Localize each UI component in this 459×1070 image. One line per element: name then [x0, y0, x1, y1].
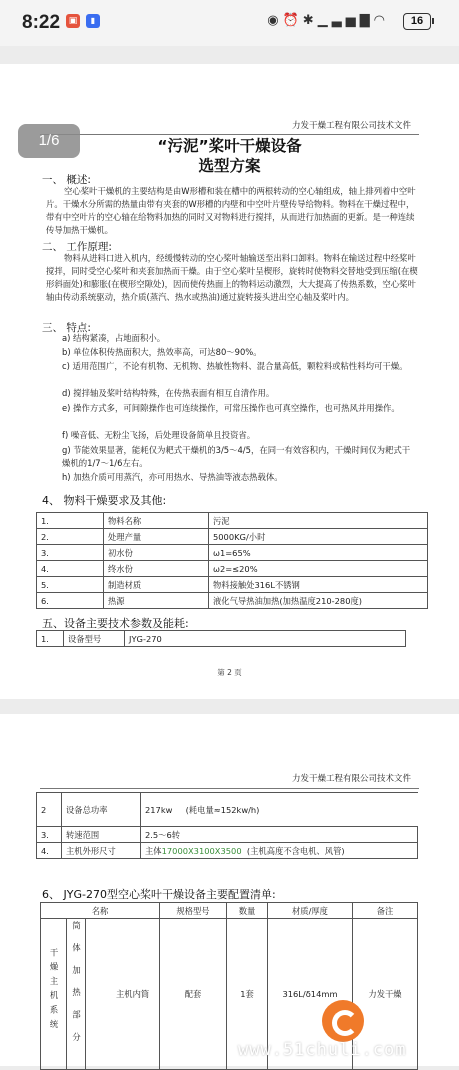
table-row: 名称 规格型号 数量 材质/厚度 备注	[41, 903, 418, 919]
feature-item: b) 单位体积传热面积大，热效率高，可达80～90%。	[62, 347, 262, 357]
table-row: 5. 制造材质 物料接触处316L不锈钢	[37, 577, 428, 593]
app-notification-icon: ▣	[66, 14, 80, 28]
feature-item: d) 搅拌轴及桨叶结构特殊，在传热表面有相互自清作用。	[62, 388, 275, 398]
status-bar	[0, 0, 459, 46]
overview-paragraph: 空心桨叶干燥机的主要结构是由W形槽和装在槽中的两根转动的空心轴组成，轴上排列着中空叶片。干燥水分所需的热量由带有夹套的W形槽的内壁和中空叶片壁传导给物料。物料在干燥过程中，带有中空叶片的空心轴在给物料加热的同时又对物料进行搅拌，从而进行加热面的更新。是一种连续传导加热干燥机。	[46, 186, 416, 235]
alarm-icon: ⏰	[282, 13, 303, 28]
params-table	[36, 630, 406, 647]
table-row: 1. 设备型号 JYG-270	[37, 631, 406, 647]
header-company: 力发干燥工程有限公司技术文件	[291, 774, 411, 784]
feature-item: e) 操作方式多，可间隙操作也可连续操作，可常压操作也可真空操作，也可热风并用操作。	[62, 403, 400, 413]
eye-icon: ◉	[267, 13, 283, 28]
section-principle: 二、 工作原理:	[42, 241, 112, 253]
table-row: 2. 处理产量 5000KG/小时	[37, 529, 428, 545]
voice-notification-icon: ▮	[86, 14, 100, 28]
doc-subtitle: 选型方案	[198, 157, 261, 175]
feature-item: c) 适用范围广，不论有机物、无机物、热敏性物料、混合量高低，颗粒料或粘性料均可干燥。	[62, 361, 408, 371]
feature-item: f) 噪音低、无粉尘飞扬，后处理设备简单且投资省。	[62, 430, 256, 440]
table-row: 3. 转速范围 2.5～6转	[37, 827, 418, 843]
header-rule	[40, 788, 419, 789]
battery-indicator: 16	[403, 13, 431, 30]
table-row: 3. 初水份 ω1=65%	[37, 545, 428, 561]
table-row: 2 设备总功率 217kw (耗电量≈152kw/h)	[37, 793, 418, 827]
principle-paragraph: 物料从进料口进入机内，经缓慢转动的空心桨叶轴输送至出料口卸料。物料在输送过程中经桨叶搅拌，同时受空心桨叶和夹套加热而干燥。由于空心桨叶呈楔形，旋转时使物料交替地受到压缩(在楔形斜面处)和膨胀(在楔形空隙处)，因而使传热面上的物料运动激烈，大大提高了传热系数，空心桨叶轴由传动系统驱动，热介质(蒸汽、热水或热油)通过旋转接头进出空心轴及桨叶内。	[46, 253, 418, 302]
signal-icon: ▁▃▅▇	[317, 13, 374, 28]
wifi-icon: ◠	[373, 13, 389, 28]
section-overview: 一、 概述:	[42, 174, 91, 186]
params-table-cont	[36, 792, 418, 859]
document-page-1	[0, 64, 459, 699]
doc-title: “污泥”桨叶干燥设备	[157, 137, 302, 155]
table-row: 4. 主机外形尺寸 主体17000X3100X3500 (主机高度不含电机、风管)	[37, 843, 418, 859]
material-table	[36, 512, 428, 609]
system-icons	[267, 13, 389, 28]
table-row: 6. 热源 液化气导热油加热(加热温度210-280度)	[37, 593, 428, 609]
group-label: 干燥主机系统	[49, 948, 59, 1034]
status-time: 8:22	[22, 12, 61, 33]
document-page-2	[0, 714, 459, 1066]
page-footer: 第 2 页	[217, 668, 242, 677]
watermark-text: www.51chuli.com	[238, 1040, 407, 1060]
page-indicator: 1/6	[18, 124, 80, 158]
section-tech-params: 五、设备主要技术参数及能耗:	[42, 617, 189, 630]
table-row: 1. 物料名称 污泥	[37, 513, 428, 529]
section-features: 三、 特点:	[42, 322, 91, 334]
bluetooth-icon: ✱	[302, 13, 318, 28]
feature-item: h) 加热介质可用蒸汽，亦可用热水、导热油等液态热载体。	[62, 472, 283, 482]
table-row: 4. 终水份 ω2=≤20%	[37, 561, 428, 577]
subgroup-label: 筒体加热部分	[71, 921, 82, 1055]
header-company: 力发干燥工程有限公司技术文件	[291, 121, 411, 131]
section-config-list: 6、 JYG-270型空心桨叶干燥设备主要配置清单:	[42, 888, 276, 901]
table-row: 干燥主机系统 筒体加热部分 主机内筒 配套 1套 316L/δ14mm 力发干燥	[41, 919, 418, 1070]
watermark-logo-icon	[322, 1000, 364, 1042]
section-material-requirements: 4、 物料干燥要求及其他:	[42, 494, 167, 507]
feature-item: a) 结构紧凑，占地面积小。	[62, 333, 166, 343]
feature-item: g) 节能效果显著，能耗仅为耙式干燥机的3/5～4/5，在同一有效容积内，干燥时间仅为耙式干燥机的1/7～1/6左右。	[62, 445, 411, 468]
